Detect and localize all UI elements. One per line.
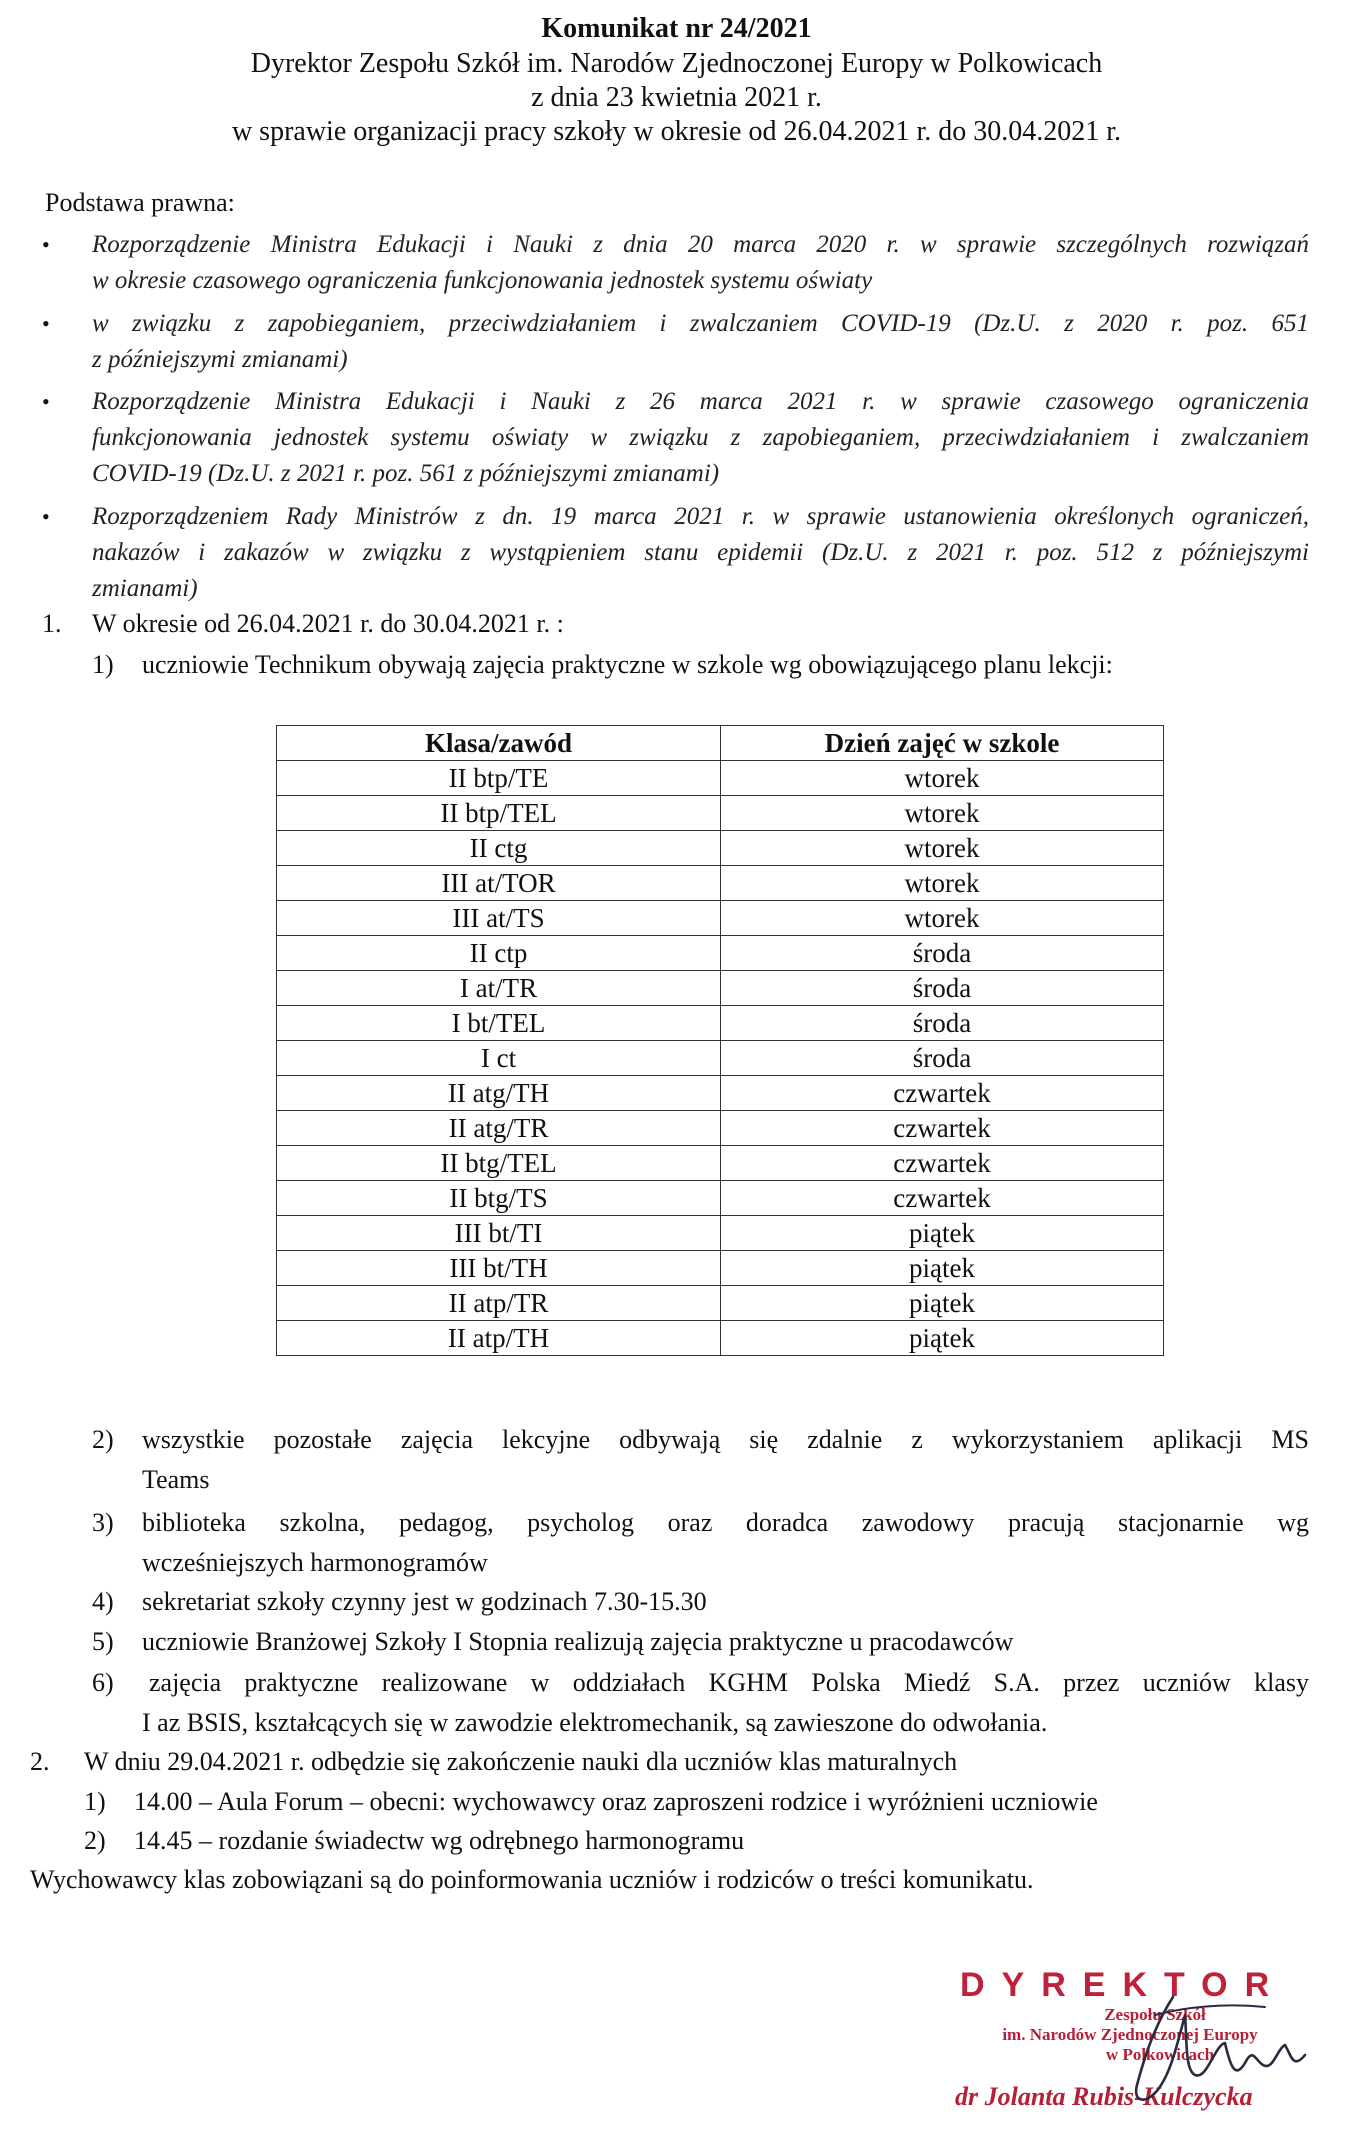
section-2-item-2-text: 14.45 – rozdanie świadectw wg odrębnego harmonogramu (134, 1826, 745, 1855)
stamp-line-2: im. Narodów Zjednoczonej Europy (1002, 2025, 1258, 2044)
legal-item-4-line1: Rozporządzeniem Rady Ministrów z dn. 19 marca 2021 r. w sprawie ustanowienia określonych ograniczeń, (92, 503, 1309, 530)
closing-text: Wychowawcy klas zobowiązani są do poinformowania uczniów i rodziców o treści komunikatu. (30, 1865, 1034, 1894)
table-row (277, 936, 1164, 971)
date-line: z dnia 23 kwietnia 2021 r. (531, 82, 822, 113)
class-cell: II btg/TS (277, 1181, 721, 1216)
day-cell: wtorek (721, 831, 1164, 866)
class-cell: II atp/TR (277, 1286, 721, 1321)
day-cell: czwartek (721, 1076, 1164, 1111)
bullet-icon: • (42, 232, 50, 257)
table-row (277, 1041, 1164, 1076)
column-header-day: Dzień zajęć w szkole (721, 726, 1164, 761)
class-cell: III at/TOR (277, 866, 721, 901)
section-1-item-5-number: 5) (92, 1627, 114, 1656)
class-cell: III bt/TH (277, 1251, 721, 1286)
table-row (277, 1321, 1164, 1356)
section-1-number: 1. (42, 609, 62, 638)
class-cell: III bt/TI (277, 1216, 721, 1251)
section-2-item-1-text: 14.00 – Aula Forum – obecni: wychowawcy oraz zaproszeni rodzice i wyróżnieni uczniowie (134, 1787, 1098, 1816)
day-cell: piątek (721, 1251, 1164, 1286)
day-cell: wtorek (721, 901, 1164, 936)
legal-item-4-line3: zmianami) (92, 575, 198, 602)
day-cell: czwartek (721, 1181, 1164, 1216)
class-cell: I ct (277, 1041, 721, 1076)
section-1-item-3-line1: biblioteka szkolna, pedagog, psycholog oraz doradca zawodowy pracują stacjonarnie wg (142, 1508, 1309, 1537)
section-1-item-6-number: 6) (92, 1668, 114, 1697)
section-1-item-5-text: uczniowie Branżowej Szkoły I Stopnia realizują zajęcia praktyczne u pracodawców (142, 1627, 1014, 1656)
legal-item-4-line2: nakazów i zakazów w związku z wystąpieniem stanu epidemii (Dz.U. z 2021 r. poz. 512 z późniejszymi (92, 539, 1309, 566)
legal-item-3-line2: funkcjonowania jednostek systemu oświaty w związku z zapobieganiem, przeciwdziałaniem i zwalczaniem (92, 424, 1309, 451)
legal-item-3-line3: COVID-19 (Dz.U. z 2021 r. poz. 561 z późniejszymi zmianami) (92, 460, 720, 487)
legal-basis-heading: Podstawa prawna: (45, 188, 235, 217)
section-1-item-1-number: 1) (92, 650, 114, 679)
table-row (277, 1251, 1164, 1286)
legal-item-1-line2: w okresie czasowego ograniczenia funkcjonowania jednostek systemu oświaty (92, 267, 873, 294)
table-row (277, 761, 1164, 796)
column-header-class: Klasa/zawód (277, 726, 721, 761)
section-1-text: W okresie od 26.04.2021 r. do 30.04.2021 r. : (92, 609, 564, 638)
table-row (277, 1076, 1164, 1111)
stamp-line-1: Zespołu Szkół (1104, 2005, 1206, 2024)
day-cell: środa (721, 1006, 1164, 1041)
bullet-icon: • (42, 504, 50, 529)
legal-item-2-line1: w związku z zapobieganiem, przeciwdziałaniem i zwalczaniem COVID-19 (Dz.U. z 2020 r. poz. 651 (92, 310, 1309, 337)
bullet-icon: • (42, 389, 50, 414)
day-cell: czwartek (721, 1146, 1164, 1181)
day-cell: piątek (721, 1286, 1164, 1321)
table-row (277, 1146, 1164, 1181)
section-2-number: 2. (30, 1747, 50, 1776)
class-cell: II btp/TEL (277, 796, 721, 831)
stamp-name: dr Jolanta Rubis-Kulczycka (955, 2082, 1253, 2111)
stamp-title: DYREKTOR (960, 1966, 1287, 2004)
bullet-icon: • (42, 311, 50, 336)
day-cell: piątek (721, 1321, 1164, 1356)
document-title: Komunikat nr 24/2021 (541, 13, 812, 44)
class-cell: III at/TS (277, 901, 721, 936)
table-row (277, 831, 1164, 866)
stamp-line-3: w Polkowicach (1105, 2045, 1215, 2064)
section-2-item-2-number: 2) (84, 1826, 106, 1855)
section-1-item-4-number: 4) (92, 1587, 114, 1616)
day-cell: środa (721, 936, 1164, 971)
day-cell: wtorek (721, 866, 1164, 901)
class-cell: I bt/TEL (277, 1006, 721, 1041)
legal-item-1-line1: Rozporządzenie Ministra Edukacji i Nauki z dnia 20 marca 2020 r. w sprawie szczególnych rozwiązań (92, 231, 1309, 258)
section-1-item-3-line2: wcześniejszych harmonogramów (142, 1548, 488, 1577)
class-cell: II ctp (277, 936, 721, 971)
signature (1115, 1985, 1315, 2115)
class-cell: II btp/TE (277, 761, 721, 796)
day-cell: środa (721, 971, 1164, 1006)
section-1-item-3-number: 3) (92, 1508, 114, 1537)
section-1-item-4-text: sekretariat szkoły czynny jest w godzinach 7.30-15.30 (142, 1587, 707, 1616)
section-2-item-1-number: 1) (84, 1787, 106, 1816)
subject-line: w sprawie organizacji pracy szkoły w okresie od 26.04.2021 r. do 30.04.2021 r. (231, 116, 1122, 147)
section-2-text: W dniu 29.04.2021 r. odbędzie się zakończenie nauki dla uczniów klas maturalnych (84, 1747, 958, 1776)
table-row (277, 1111, 1164, 1146)
table-row (277, 971, 1164, 1006)
section-1-item-2-line2: Teams (142, 1465, 210, 1494)
section-1-item-6-line2: I az BSIS, kształcących się w zawodzie elektromechanik, są zawieszone do odwołania. (142, 1708, 1048, 1737)
day-cell: wtorek (721, 761, 1164, 796)
table-row (277, 1006, 1164, 1041)
table-row (277, 796, 1164, 831)
legal-item-2-line2: z późniejszymi zmianami) (92, 346, 348, 373)
table-row (277, 1216, 1164, 1251)
section-1-item-2-number: 2) (92, 1425, 114, 1454)
section-1-item-2-line1: wszystkie pozostałe zajęcia lekcyjne odbywają się zdalnie z wykorzystaniem aplikacji MS (142, 1425, 1309, 1454)
section-1-item-6-line1: zajęcia praktyczne realizowane w oddziałach KGHM Polska Miedź S.A. przez uczniów klasy (149, 1668, 1309, 1697)
class-cell: II atp/TH (277, 1321, 721, 1356)
day-cell: czwartek (721, 1111, 1164, 1146)
day-cell: wtorek (721, 796, 1164, 831)
class-cell: II btg/TEL (277, 1146, 721, 1181)
table-header-row (277, 726, 1164, 761)
class-cell: I at/TR (277, 971, 721, 1006)
class-cell: II ctg (277, 831, 721, 866)
issuer-line: Dyrektor Zespołu Szkół im. Narodów Zjednoczonej Europy w Polkowicach (250, 48, 1103, 79)
class-cell: II atg/TR (277, 1111, 721, 1146)
class-cell: II atg/TH (277, 1076, 721, 1111)
day-cell: środa (721, 1041, 1164, 1076)
table-row (277, 901, 1164, 936)
table-row (277, 866, 1164, 901)
schedule-table (276, 725, 1164, 1356)
day-cell: piątek (721, 1216, 1164, 1251)
legal-item-3-line1: Rozporządzenie Ministra Edukacji i Nauki z 26 marca 2021 r. w sprawie czasowego ograniczenia (92, 388, 1309, 415)
table-row (277, 1181, 1164, 1216)
section-1-item-1-text: uczniowie Technikum obywają zajęcia praktyczne w szkole wg obowiązującego planu lekcji: (142, 650, 1113, 679)
table-row (277, 1286, 1164, 1321)
